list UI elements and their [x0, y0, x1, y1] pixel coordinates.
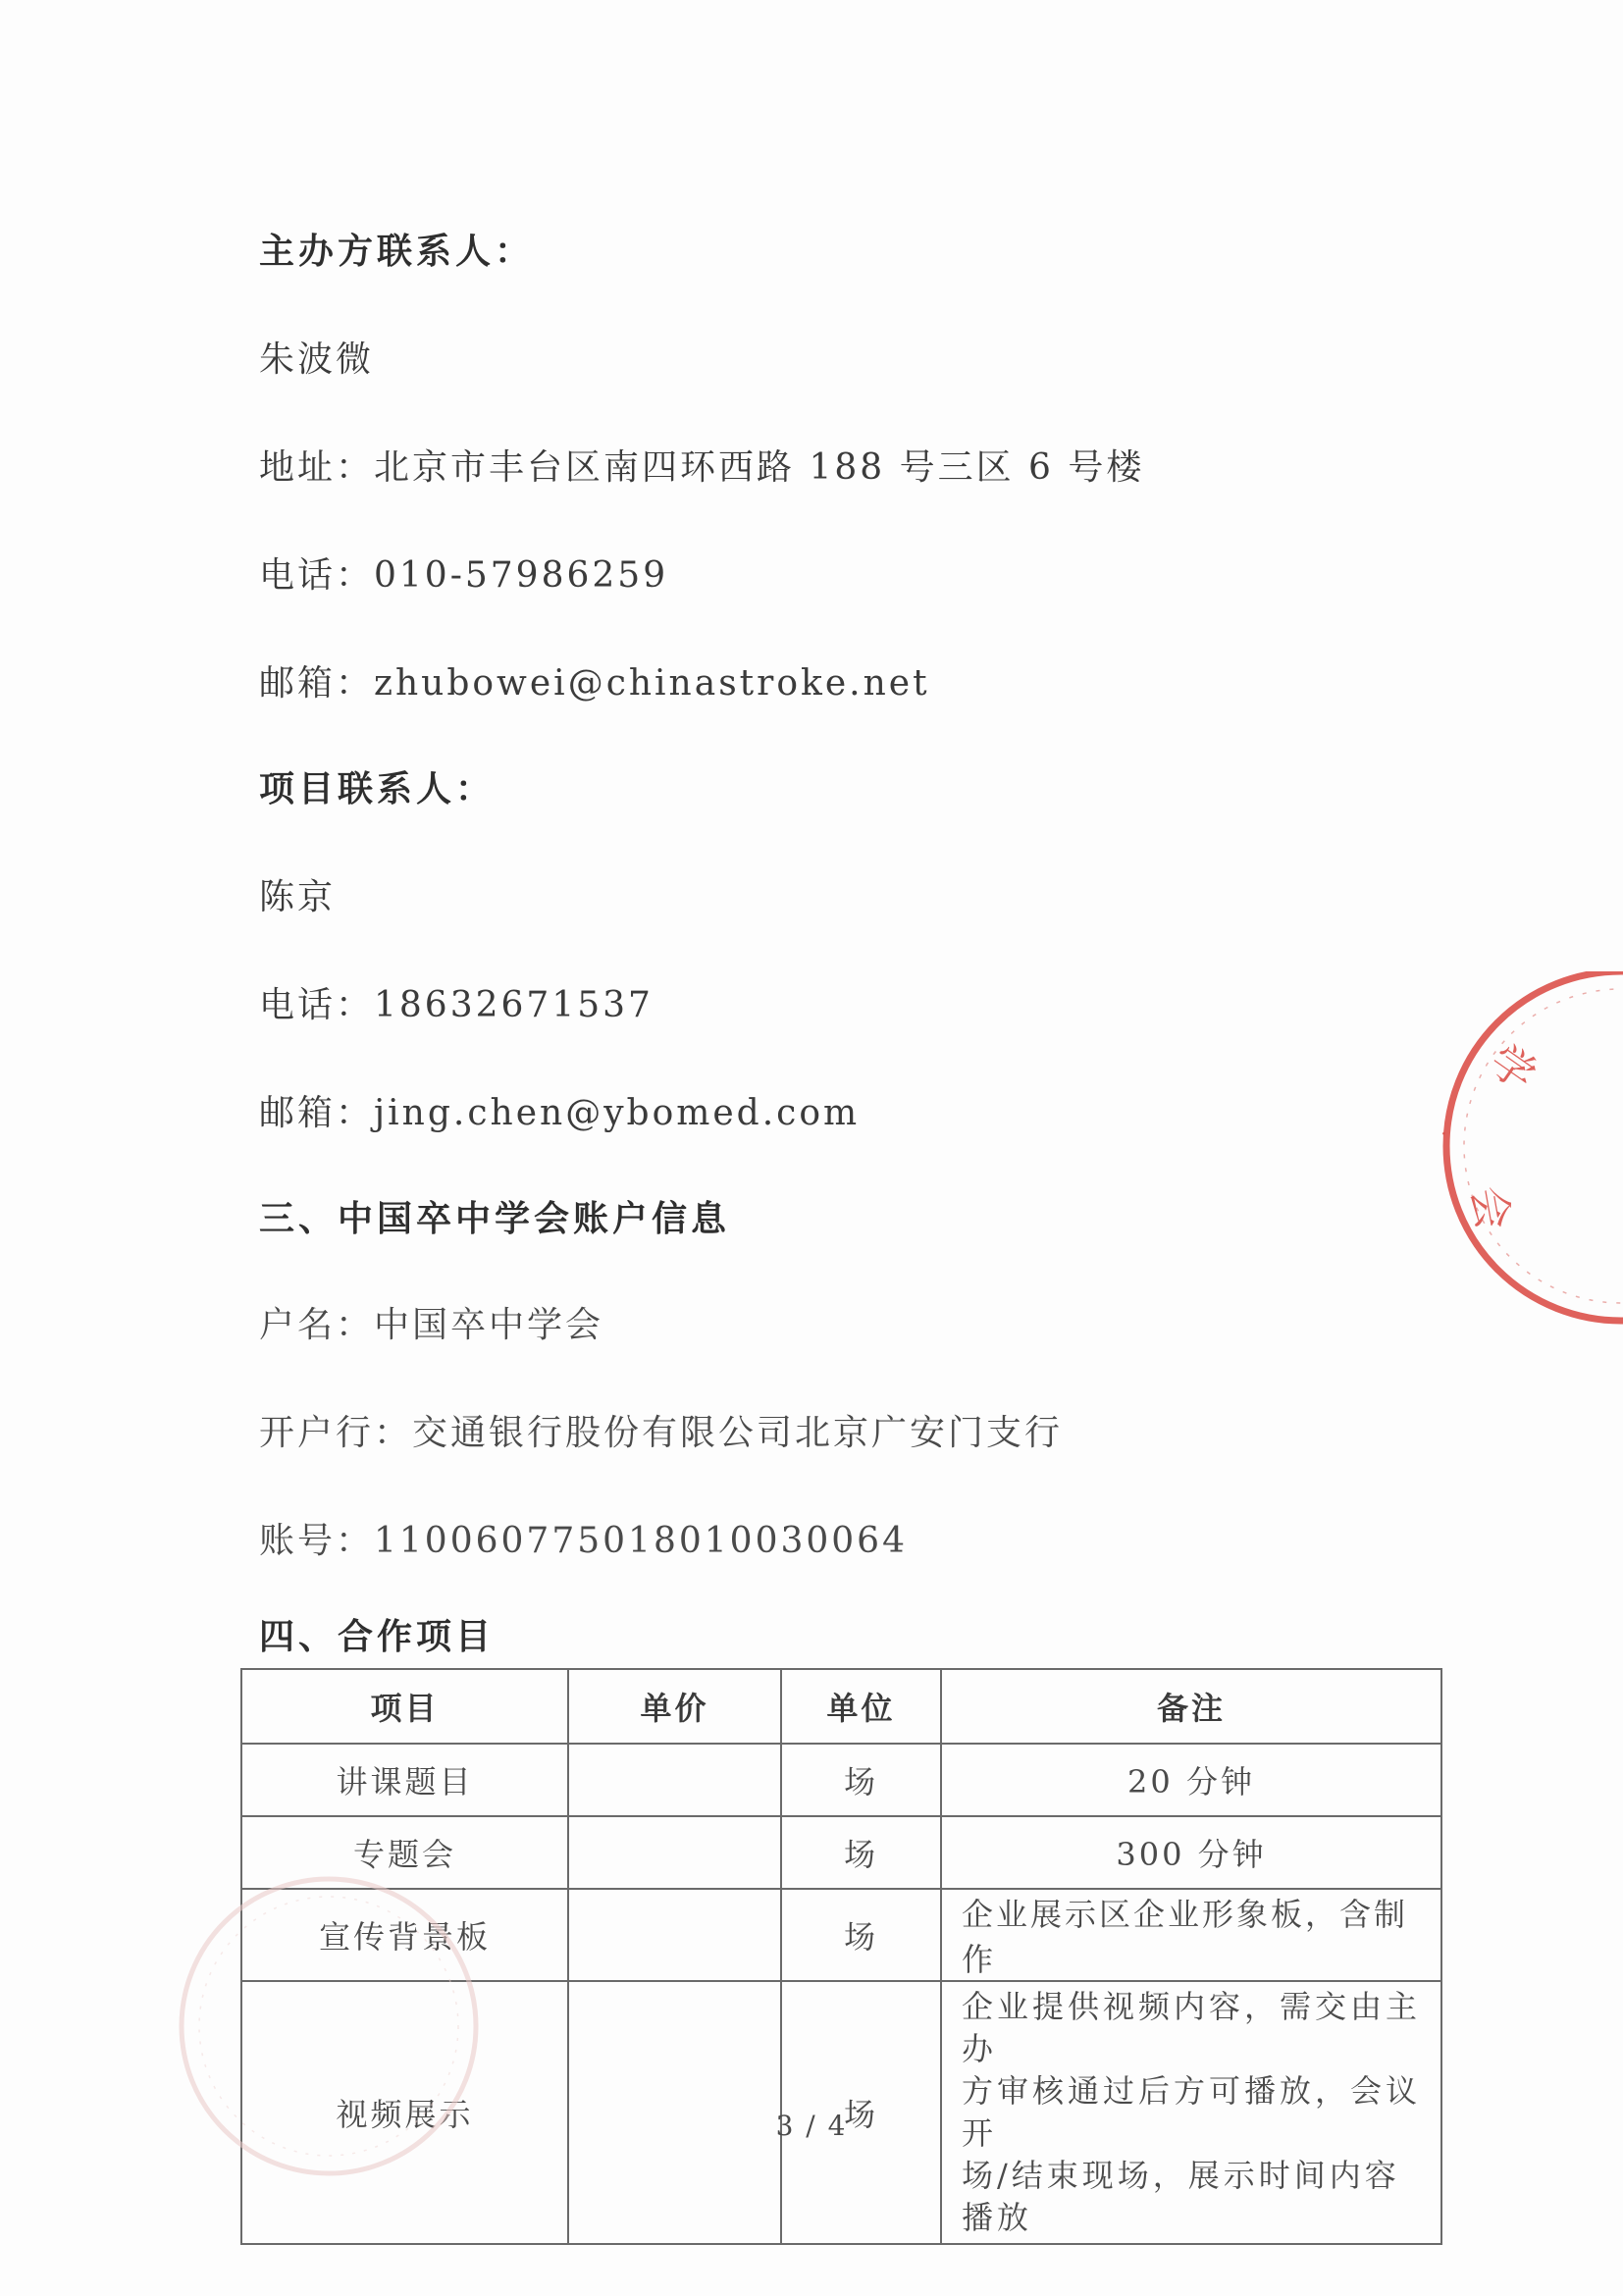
column-header-unit: 单位	[781, 1669, 941, 1744]
seal-char-1: 学	[1480, 1035, 1544, 1102]
organizer-address: 地址：北京市丰台区南四环西路 188 号三区 6 号楼	[259, 447, 1145, 488]
cell-unit: 场	[781, 1889, 941, 1981]
cell-item: 讲课题目	[241, 1744, 568, 1816]
table-row	[241, 1744, 1441, 1816]
cell-note: 企业展示区企业形象板，含制作	[941, 1889, 1441, 1981]
cell-unit: 场	[781, 1816, 941, 1889]
seal-char-2: 会	[1461, 1182, 1519, 1234]
note-line: 企业提供视频内容，需交由主办	[962, 1988, 1422, 2067]
organizer-contact-name: 朱波微	[259, 339, 375, 380]
cell-item: 宣传背景板	[241, 1889, 568, 1981]
cooperation-heading: 四、合作项目	[259, 1616, 496, 1657]
cooperation-table	[240, 1668, 1442, 2245]
table-header-row	[241, 1669, 1441, 1744]
cell-item: 专题会	[241, 1816, 568, 1889]
note-line: 方审核通过后方可播放，会议开	[962, 2072, 1422, 2152]
table-row	[241, 1889, 1441, 1981]
cell-note: 300 分钟	[941, 1816, 1441, 1889]
organizer-contact-heading: 主办方联系人：	[259, 231, 535, 272]
organizer-email: 邮箱：zhubowei@chinastroke.net	[259, 663, 930, 704]
note-line: 场/结束现场，展示时间内容播放	[962, 2157, 1400, 2236]
column-header-note: 备注	[941, 1669, 1441, 1744]
cell-price	[568, 1816, 781, 1889]
organizer-phone: 电话：010-57986259	[259, 555, 669, 596]
cell-unit: 场	[781, 1981, 941, 2244]
cell-note: 20 分钟	[941, 1744, 1441, 1816]
seal-mark: ·	[1440, 1122, 1447, 1145]
cell-item: 视频展示	[241, 1981, 568, 2244]
cell-price	[568, 1889, 781, 1981]
project-phone: 电话：18632671537	[259, 985, 654, 1025]
project-contact-heading: 项目联系人：	[259, 768, 496, 809]
page-number: 3 / 4	[775, 2110, 848, 2142]
column-header-item: 项目	[241, 1669, 568, 1744]
cell-unit: 场	[781, 1744, 941, 1816]
account-info-heading: 三、中国卒中学会账户信息	[259, 1198, 731, 1239]
cell-price	[568, 1744, 781, 1816]
official-seal-stamp	[1393, 971, 1623, 1325]
account-name: 户名：中国卒中学会	[259, 1305, 604, 1345]
seal-ring	[1446, 971, 1623, 1321]
seal-inner-ring	[1464, 989, 1623, 1303]
column-header-price: 单价	[568, 1669, 781, 1744]
account-number: 账号：110060775018010030064	[259, 1521, 908, 1561]
project-email: 邮箱：jing.chen@ybomed.com	[259, 1093, 861, 1133]
account-bank: 开户行：交通银行股份有限公司北京广安门支行	[259, 1413, 1064, 1453]
project-contact-name: 陈京	[259, 877, 337, 917]
table-row	[241, 1816, 1441, 1889]
